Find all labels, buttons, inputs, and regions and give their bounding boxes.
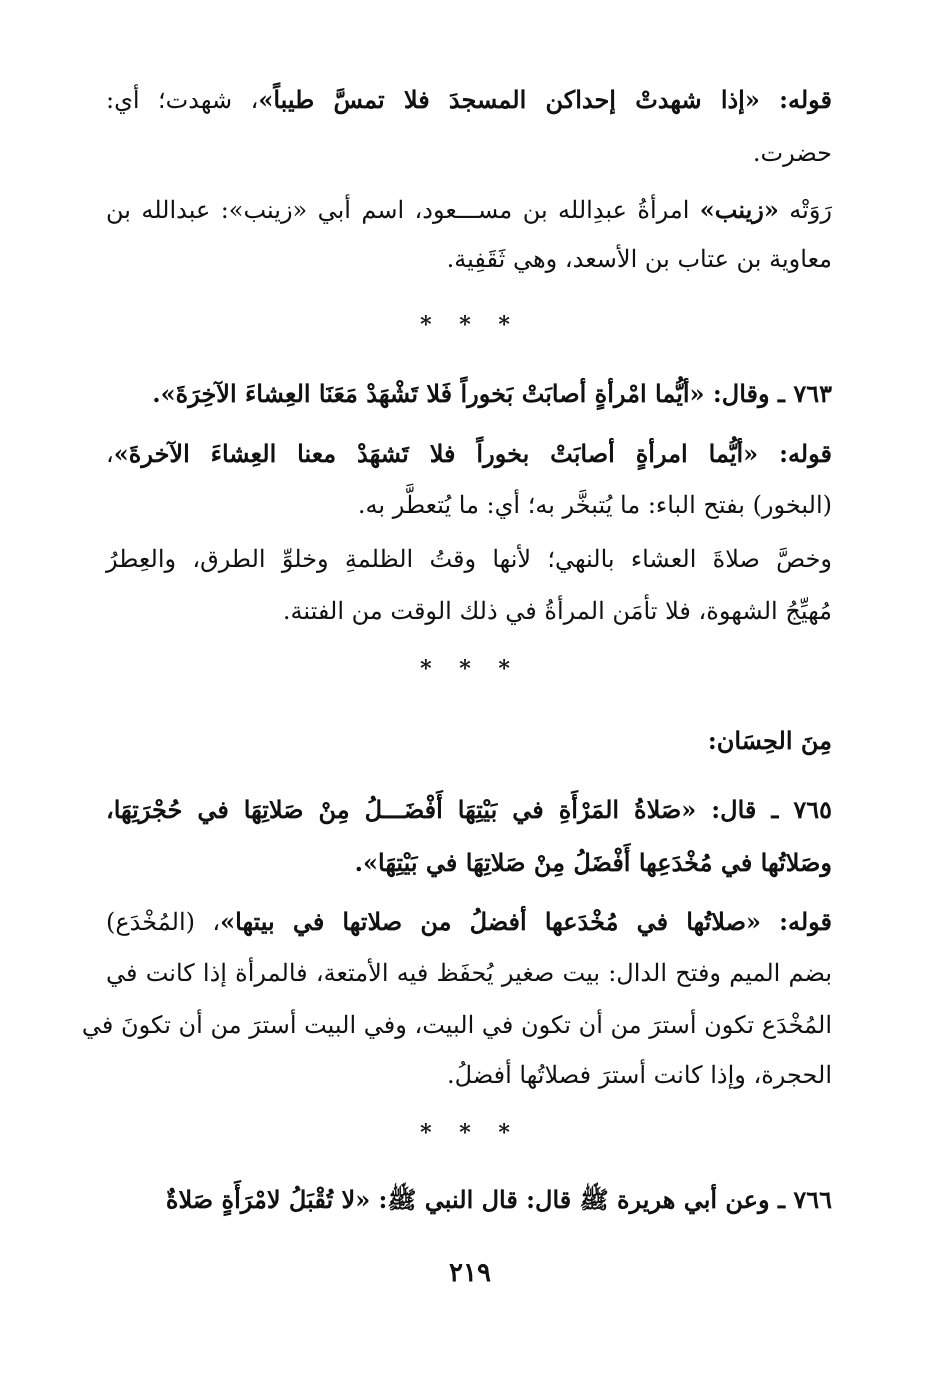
text-line [81, 1010, 832, 1041]
text-line [106, 378, 832, 410]
bold-text-segment: ٧٦٥ ـ قال: «صَلاةُ المَرْأَةِ في بَيْتِهَا أَفْضَـــلُ مِنْ صَلاتِهَا في حُجْرَتِهَا، [106, 795, 832, 824]
text-line [106, 544, 832, 575]
text-segment: بضم الميم وفتح الدال: بيت صغير يُحفَظ فيه الأمتعة، فالمرأة إذا كانت في [106, 959, 832, 987]
text-segment: ، (المُخْدَع) [106, 908, 221, 936]
text-line [106, 596, 832, 627]
text-segment: حضرت. [752, 139, 832, 167]
text-line [106, 84, 832, 116]
bold-text-segment: ٧٦٦ ـ وعن أبي هريرة ﷺ قال: قال النبي ﷺ: «لا تُقْبَلُ لامْرَأَةٍ صَلاةٌ [165, 1185, 832, 1214]
bold-text-segment: قوله: «صلاتُها في مُخْدَعها أفضلُ من صلاتها في بيتها» [220, 907, 832, 936]
text-segment: الحجرة، وإذا كانت أسترَ فصلاتُها أفضلُ. [447, 1061, 832, 1089]
text-line [106, 438, 832, 470]
section-separator: * * * [420, 312, 520, 338]
section-heading [106, 725, 832, 757]
text-segment: (البخور) بفتح الباء: ما يُتبخَّر به؛ أي: ما يُتعطَّر به. [357, 491, 832, 519]
text-segment: وخصَّ صلاةَ العشاء بالنهي؛ لأنها وقتُ الظلمةِ وخلوِّ الطرق، والعِطرُ [106, 545, 832, 573]
bold-text-segment: قوله: «أيُّما امرأةٍ أصابَتْ بخوراً فلا تَشهَدْ معنا العِشاءَ الآخرةَ» [113, 439, 832, 468]
text-segment: رَوَتْه [778, 196, 832, 224]
section-separator: * * * [420, 1120, 520, 1146]
page-number: ٢١٩ [449, 1258, 491, 1288]
text-segment: امرأةُ عبدِالله بن مســـعود، اسم أبي «زينب»: عبدالله بن [106, 196, 700, 224]
text-line [106, 794, 832, 826]
text-line [106, 244, 832, 275]
text-line [106, 958, 832, 989]
text-segment: مُهيِّجُ الشهوة، فلا تأمَن المرأةُ في ذلك الوقت من الفتنة. [282, 597, 832, 625]
text-line [106, 847, 832, 879]
text-line [106, 1184, 832, 1216]
text-line [106, 906, 832, 938]
bold-text-segment: قوله: «إذا شهدتْ إحداكن المسجدَ فلا تمسَّ طيباً» [258, 85, 832, 114]
bold-text-segment: مِنَ الحِسَان: [707, 726, 832, 755]
bold-text-segment: «زينب» [699, 195, 779, 224]
text-line [106, 1060, 832, 1091]
text-segment: معاوية بن عتاب بن الأسعد، وهي ثَقَفِية. [446, 245, 832, 273]
text-line [106, 490, 832, 521]
text-segment: ، [106, 440, 114, 468]
bold-text-segment: وصَلاتُها في مُخْدَعِها أَفْضَلُ مِنْ صَلاتِهَا في بَيْتِهَا». [354, 848, 832, 877]
bold-text-segment: ٧٦٣ ـ وقال: «أيُّما امْرأةٍ أصابَتْ بَخوراً فَلا تَشْهَدْ مَعَنَا العِشاءَ الآخِرَةَ». [152, 379, 832, 408]
text-segment: المُخْدَع تكون أسترَ من أن تكون في البيت، وفي البيت أسترَ من أن تكونَ في [81, 1011, 832, 1039]
section-separator: * * * [420, 656, 520, 682]
text-line [106, 138, 832, 169]
text-segment: ، شهدت؛ أي: [106, 86, 259, 114]
text-line [106, 194, 832, 226]
